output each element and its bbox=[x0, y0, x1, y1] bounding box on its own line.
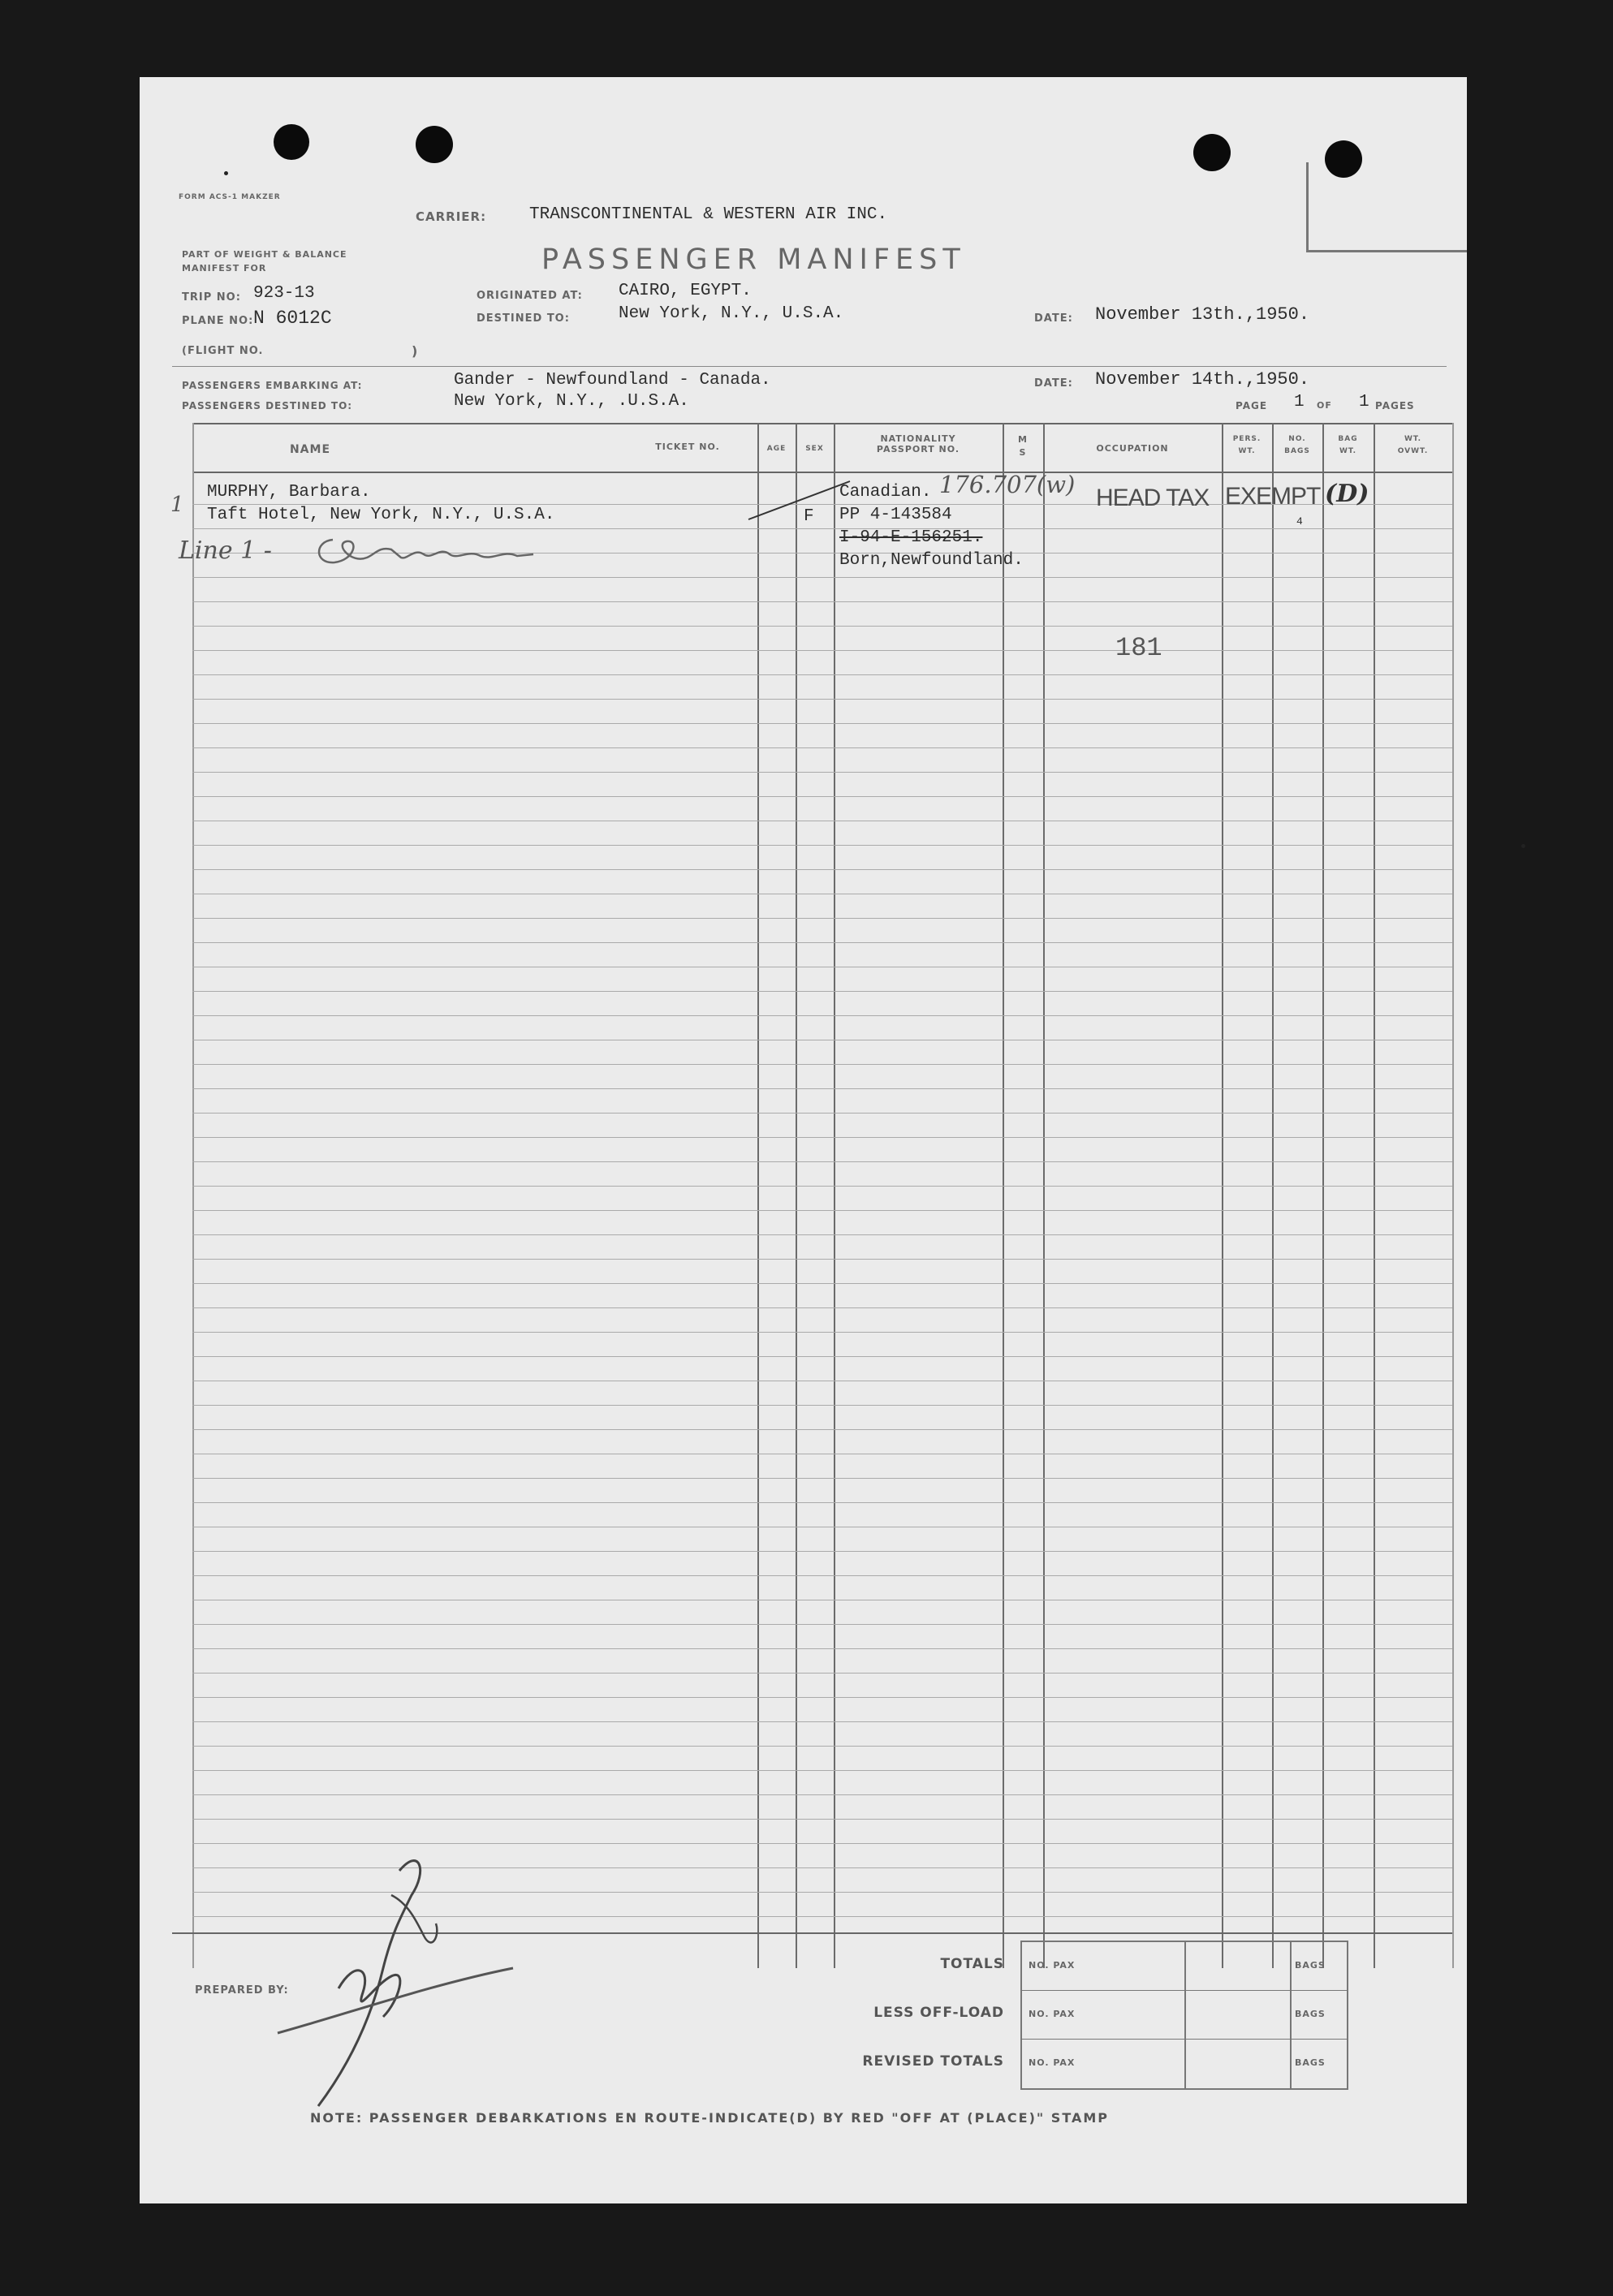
date2-label: DATE: bbox=[1034, 377, 1073, 390]
table-row-rule bbox=[192, 723, 1452, 724]
table-row-rule bbox=[192, 1283, 1452, 1284]
col-sex: SEX bbox=[805, 445, 824, 453]
table-header-rule bbox=[192, 472, 1452, 473]
bags-label: BAGS bbox=[1295, 1960, 1326, 1971]
table-row-rule bbox=[192, 1307, 1452, 1308]
bags-label: BAGS bbox=[1295, 2009, 1326, 2019]
margin-mark: 1 bbox=[170, 493, 184, 517]
table-row-rule bbox=[192, 845, 1452, 846]
table-row-rule bbox=[192, 772, 1452, 773]
table-row-rule bbox=[192, 1429, 1452, 1430]
table-row-rule bbox=[192, 1697, 1452, 1698]
table-row-rule bbox=[192, 1405, 1452, 1406]
table-row-rule bbox=[192, 1137, 1452, 1138]
col-divider bbox=[834, 423, 835, 1968]
manifest-sheet bbox=[140, 77, 1467, 2203]
bags-small: 4 bbox=[1296, 515, 1303, 528]
plane-label: PLANE NO: bbox=[182, 315, 254, 327]
pax-destined-value: New York, N.Y., .U.S.A. bbox=[454, 392, 689, 411]
no-pax-label: NO. PAX bbox=[1029, 2009, 1076, 2019]
col-ms-s: S bbox=[1019, 447, 1027, 458]
table-row-rule bbox=[192, 1356, 1452, 1357]
table-row-rule bbox=[192, 1746, 1452, 1747]
stamp-head-tax: HEAD TAX bbox=[1096, 485, 1210, 511]
table-row-rule bbox=[192, 1234, 1452, 1235]
no-pax-label: NO. PAX bbox=[1029, 2057, 1076, 2068]
passenger-born: Born,Newfoundland. bbox=[839, 551, 1024, 570]
table-row-rule bbox=[192, 1794, 1452, 1795]
table-row-rule bbox=[192, 1064, 1452, 1065]
col-divider bbox=[757, 423, 759, 1968]
trip-value: 923-13 bbox=[253, 284, 315, 303]
manifest-title: PASSENGER MANIFEST bbox=[541, 243, 966, 276]
table-row-rule bbox=[192, 1015, 1452, 1016]
no-pax-label: NO. PAX bbox=[1029, 1960, 1076, 1971]
date1-value: November 13th.,1950. bbox=[1095, 304, 1310, 325]
prepared-by-signature bbox=[278, 1846, 537, 2114]
prepared-by-label: PREPARED BY: bbox=[195, 1984, 289, 1997]
table-row-rule bbox=[192, 1624, 1452, 1625]
table-row-rule bbox=[192, 1502, 1452, 1503]
manifest-for-label: MANIFEST FOR bbox=[182, 263, 267, 274]
totals-col-rule bbox=[1290, 1942, 1292, 2088]
table-row-rule bbox=[192, 1673, 1452, 1674]
col-no-bags-2: BAGS bbox=[1284, 447, 1310, 455]
passenger-name: MURPHY, Barbara. bbox=[207, 483, 371, 502]
footer-note: NOTE: PASSENGER DEBARKATIONS EN ROUTE-INDICATE(D) BY RED "OFF AT (PLACE)" STAMP bbox=[310, 2110, 1110, 2126]
weight-balance-label: PART OF WEIGHT & BALANCE bbox=[182, 249, 347, 260]
table-row-rule bbox=[192, 796, 1452, 797]
col-ms-m: M bbox=[1018, 434, 1028, 445]
passenger-nationality: Canadian. bbox=[839, 483, 932, 502]
passenger-sex: F bbox=[804, 507, 814, 526]
originated-value: CAIRO, EGYPT. bbox=[619, 282, 752, 300]
table-row-rule bbox=[192, 869, 1452, 870]
date1-label: DATE: bbox=[1034, 312, 1073, 325]
col-name: NAME bbox=[289, 443, 331, 456]
col-divider bbox=[192, 423, 194, 1968]
col-age: AGE bbox=[766, 445, 787, 453]
page-suffix: PAGES bbox=[1375, 400, 1415, 411]
table-row-rule bbox=[192, 747, 1452, 748]
page-of: OF bbox=[1317, 400, 1332, 411]
col-divider bbox=[796, 423, 797, 1968]
date2-value: November 14th.,1950. bbox=[1095, 369, 1310, 390]
table-row-rule bbox=[192, 991, 1452, 992]
carrier-label: CARRIER: bbox=[416, 209, 487, 224]
col-bag-wt: BAG bbox=[1338, 435, 1358, 443]
handwritten-number: 176.707(w) bbox=[939, 471, 1076, 498]
bags-label: BAGS bbox=[1295, 2057, 1326, 2068]
table-row-rule bbox=[192, 918, 1452, 919]
col-wt-ovwt-2: OVWT. bbox=[1397, 447, 1429, 455]
annotation-signature bbox=[310, 532, 570, 572]
pax-destined-label: PASSENGERS DESTINED TO: bbox=[182, 400, 353, 411]
col-no-bags: NO. bbox=[1288, 435, 1306, 443]
ink-dot bbox=[1521, 844, 1525, 848]
table-row-rule bbox=[192, 674, 1452, 675]
table-row-rule bbox=[192, 1210, 1452, 1211]
table-row-rule bbox=[192, 699, 1452, 700]
plane-value: N 6012C bbox=[253, 308, 332, 329]
table-row-rule bbox=[192, 1088, 1452, 1089]
form-number: FORM ACS-1 MAKZER bbox=[179, 193, 281, 201]
page-label: PAGE bbox=[1236, 400, 1268, 411]
number-181: 181 bbox=[1115, 633, 1162, 663]
table-row-rule bbox=[192, 1770, 1452, 1771]
trip-label: TRIP NO: bbox=[182, 291, 241, 304]
col-divider bbox=[1003, 423, 1004, 1968]
bags-mark: (D) bbox=[1325, 480, 1369, 508]
table-row-rule bbox=[192, 1161, 1452, 1162]
col-divider bbox=[1374, 423, 1375, 1968]
table-row-rule bbox=[192, 1819, 1452, 1820]
less-offload-label: LESS OFF-LOAD bbox=[873, 2005, 1004, 2021]
col-divider bbox=[1043, 423, 1045, 1968]
flight-label: (FLIGHT NO. bbox=[182, 345, 264, 357]
embarking-value: Gander - Newfoundland - Canada. bbox=[454, 371, 771, 390]
col-pers-wt: PERS. bbox=[1232, 435, 1262, 443]
passenger-passport: PP 4-143584 bbox=[839, 506, 952, 524]
carrier-value: TRANSCONTINENTAL & WESTERN AIR INC. bbox=[529, 205, 888, 224]
table-top-rule bbox=[192, 423, 1452, 424]
col-wt-ovwt: WT. bbox=[1404, 435, 1422, 443]
table-row-rule bbox=[192, 1113, 1452, 1114]
stamp-exempt: EXEMPT bbox=[1225, 483, 1321, 510]
col-passport: PASSPORT NO. bbox=[876, 444, 960, 454]
table-row-rule bbox=[192, 1186, 1452, 1187]
table-row-rule bbox=[192, 1843, 1452, 1844]
destined-label: DESTINED TO: bbox=[477, 312, 570, 325]
table-row-rule bbox=[192, 942, 1452, 943]
col-ticket: TICKET NO. bbox=[655, 442, 720, 452]
embarking-label: PASSENGERS EMBARKING AT: bbox=[182, 380, 363, 391]
page-total: 1 bbox=[1359, 393, 1369, 411]
col-divider bbox=[1452, 423, 1454, 1968]
table-row-rule bbox=[192, 1575, 1452, 1576]
col-bag-wt-2: WT. bbox=[1339, 447, 1357, 455]
struck-line: I-94-E-156251. bbox=[839, 528, 983, 547]
table-row-rule bbox=[192, 528, 1452, 529]
page-number: 1 bbox=[1294, 393, 1305, 411]
col-pers-wt-2: WT. bbox=[1238, 447, 1256, 455]
table-row-rule bbox=[192, 601, 1452, 602]
totals-label: TOTALS bbox=[940, 1956, 1004, 1972]
table-row-rule bbox=[192, 626, 1452, 627]
col-occupation: OCCUPATION bbox=[1096, 443, 1169, 454]
col-divider bbox=[1222, 423, 1223, 1968]
totals-col-rule bbox=[1184, 1942, 1186, 2088]
table-row-rule bbox=[192, 1551, 1452, 1552]
annotation-line: Line 1 - bbox=[179, 536, 272, 565]
table-row-rule bbox=[192, 1478, 1452, 1479]
originated-label: ORIGINATED AT: bbox=[477, 290, 583, 302]
table-row-rule bbox=[192, 1648, 1452, 1649]
passenger-address: Taft Hotel, New York, N.Y., U.S.A. bbox=[207, 506, 555, 524]
col-divider bbox=[1272, 423, 1274, 1968]
col-divider bbox=[1322, 423, 1324, 1968]
totals-grid bbox=[1020, 1941, 1348, 2090]
table-row-rule bbox=[192, 1721, 1452, 1722]
table-row-rule bbox=[192, 650, 1452, 651]
table-row-rule bbox=[192, 577, 1452, 578]
table-row-rule bbox=[192, 1259, 1452, 1260]
col-nationality: NATIONALITY bbox=[880, 433, 956, 444]
revised-totals-label: REVISED TOTALS bbox=[862, 2053, 1004, 2070]
flight-close: ) bbox=[412, 343, 419, 359]
table-row-rule bbox=[192, 1332, 1452, 1333]
destined-value: New York, N.Y., U.S.A. bbox=[619, 304, 844, 323]
